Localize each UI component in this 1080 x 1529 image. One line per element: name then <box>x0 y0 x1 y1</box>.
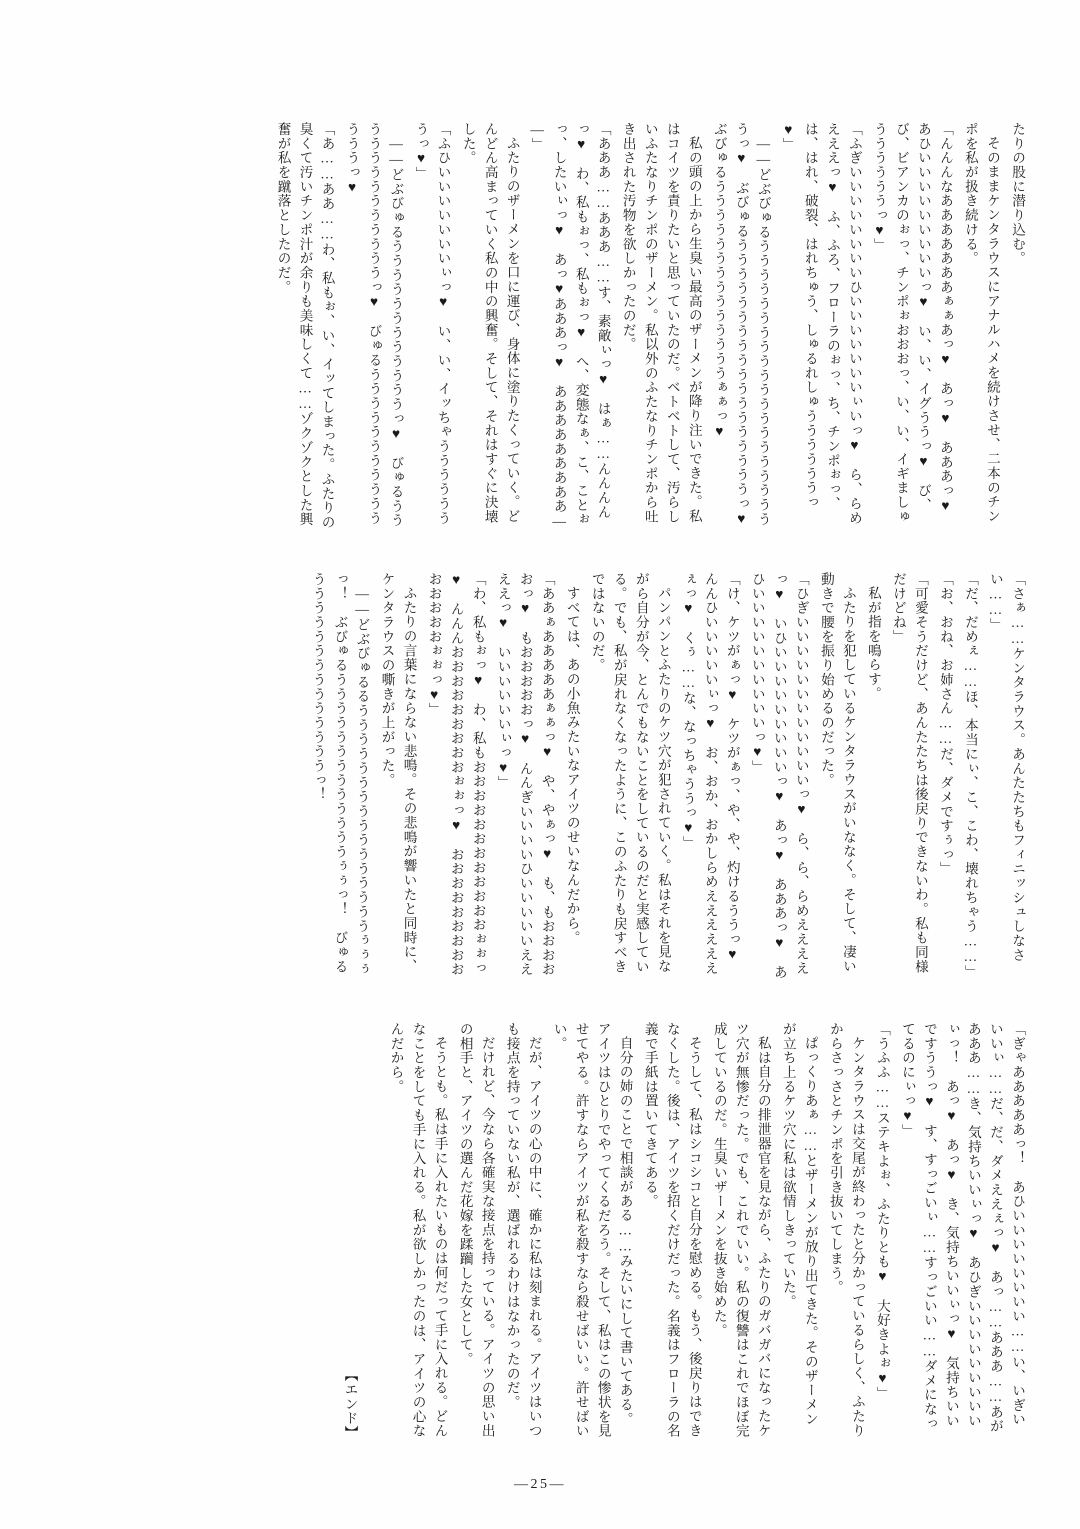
text-block-1 <box>268 122 1028 541</box>
paragraph: 「だ、だめぇ……ほ、本当にぃ、こ、こわ、壊れちゃう……」 <box>962 572 978 980</box>
paragraph: 私が指を鳴らす。 <box>865 585 881 701</box>
paragraph: たりの股に潜り込む。 <box>1010 122 1025 266</box>
paragraph: 「ぎゃあああああっ！ あひいいいいいいいい……い、いぎいいいぃ……だ、だ、ダメええぇっ♥ あっ……あああ……あがあああ……き、気持ちいいぃっ♥ あひぎいいいいいいいいいぃっ！ あっ♥ あっ♥ き、気持ちいいぃっ♥ 気持ちいいですううっ♥ す、すっごいぃ……すっごいい……ダメになってるのにぃっ♥」 <box>899 1022 1025 1434</box>
paragraph: ――どぶびゅるるううううううううううううううううぅぅぅっ！ ぶびゅるうううううううううううううぅぅっ！ びゅるううううううううううううううっ！ <box>310 572 370 976</box>
paragraph: ふたりのザーメンを口に運び、身体に塗りたくっていく。どんどん高まっていく私の中の興奮。そして、それはすぐに決壊した。 <box>460 122 520 524</box>
paragraph: 「あああ……あああ……す、素敵ぃっ♥ はぁ……んんんんっ♥ わ、私もぉっ、私もぉっ♥ へ、変態なぁ、こ、ことぉっ、したいぃっ♥ あっ♥あああっ♥ あああああああああ――」 <box>529 122 611 530</box>
paragraph: そうして、私はシコシコと自分を慰める。もう、後戻りはできなくした。後は、アイツを招くだけだった。名義はフローラの名義で手紙は置いてきてある。 <box>642 1022 702 1439</box>
paragraph: 「ああぁあああああぁぁっ♥ や、やぁっ♥ も、もおおおおおっ♥ もおおおおおっ♥ んんぎいいいいひいいいいいええええっ♥ いいいいいいぃっ♥」 <box>495 572 555 977</box>
paragraph: ケンタラウスは交尾が終わったと分かっているらしく、ふたりからさっさとチンポを引き抜いてしまう。 <box>827 1022 865 1438</box>
paragraph: パンパンとふたりのケツ穴が犯されていく。私はそれを見ながら自分が今、とんでもないことをしているのだと実感している。でも、私が戻れなくなったように、このふたりも戻すべきではないのだ。 <box>589 572 671 974</box>
paragraph: そのままケンタラウスにアナルハメを続けさせ、二本のチンポを私が扱き続ける。 <box>962 122 1000 523</box>
paragraph: そうとも。私は手に入れたいものは何だって手に入れる。どんなことをしても手に入れる。私が欲しかったのは、アイツの心なんだから。 <box>388 1022 448 1439</box>
text-block-2 <box>304 572 1028 982</box>
paragraph: すべては、あの小魚みたいなアイツのせいなんだから。 <box>564 585 580 945</box>
paragraph: だけれど、今なら各確実な接点を持っている。アイツの思い出の相手と、アイツの選んだ花嫁を蹂躏した女として。 <box>457 1022 495 1438</box>
paragraph: 「お、おね、お姉さん……だ、ダメですぅっ」 <box>937 572 953 877</box>
paragraph: 「んんんなあああああああぁぁあっ♥ あっ♥ あああっ♥ あひいいいいいいいいいっ♥ い、い、イグううっ♥ び、び、ビアンカのぉっ、チンポぉおおおっ、い、い、イギましゅううううううっ♥」 <box>871 122 953 528</box>
paragraph: 「ふぎいいいいいいいいひいいいいいいいぃいっ♥ ら、らめえええっ♥ ふ、ふろ、フローラのぉっ、ち、チンポぉっ、は、はれ、破裂、はれちゅう、しゅるれしゅううううううっ♥」 <box>780 122 862 526</box>
paragraph: 「あ……ああ……わ、私もぉ、い、イッてしまった。ふたりの臭くて汚いチンポ汁が余りも美味しくて……ゾクゾクとした興奮が私を蹴落としたのだ。 <box>275 122 335 530</box>
paragraph: ふたりの言葉にならない悲鳴。その悲鳴が響いたと同時に、ケンタラウスの嘶きが上がった。 <box>379 572 417 973</box>
paragraph: ――どぶびゅるううううううううううううっ♥ びゅるうううううううううううううっ♥ びゅるううううううううううううううっ♥ <box>344 122 404 528</box>
paragraph: ――どぶびゅるうううううううううううううううううううううっ♥ ぶびゅるううううううううううううううううううっ♥ ぶびゅるううううううううううううううぁぁっ♥ <box>711 122 771 541</box>
paragraph: ぱっくりあぁ……とザーメンが放り出てきた。そのザーメンが立ち上るケツ穴に私は欲情しきっていた。 <box>780 1022 818 1426</box>
paragraph: 私の頭の上から生臭い最高のザーメンが降り注いできた。私はコイツを責りたいと思っていたのだ。ベトベトして、汚らしいふたなりチンポのザーメン。私以外のふたなりチンポから吐き出された汚物を欲しかったのだ。 <box>620 122 702 524</box>
paragraph: だが、アイツの心の中に、確かに私は刻まれる。アイツはいつも接点を持っていない私が、選ばれるわけはなかったのだ。 <box>504 1022 542 1438</box>
paragraph: 「わ、私もぉっ♥ わ、私もおおおおおおおおおおおおぉぉっ♥ んんんおおおおおおおおおぉぉっ♥ おおおおおおおおおおおおおおぉぉっ♥」 <box>426 572 486 977</box>
page-number: —25— <box>513 1477 567 1492</box>
paragraph: 自分の姉のことで相談がある……みたいにして書いてある。アイツはひとりでやってくるだろう。そして、私はこの惨状を見せてやる。許すならアイツが私を殺すなら殺せばいい。許せばいい。 <box>551 1022 633 1439</box>
end-marker: 【エンド】 <box>342 1367 358 1440</box>
paragraph: 私は自分の排泄器官を見ながら、ふたりのガバガバになったケツ穴が無惨だった。でも、これでいい。私の復讐はこれでほぼ完成しているのだ。生臭いザーメンを抜き始めた。 <box>711 1022 771 1439</box>
paragraph: 「ひぎいいいいいいいいいいいいっ♥ ら、ら、らめええええっ♥ いひいいいいいいいいいっ♥ あっ♥ あああっ♥ あひいいいいいいいいいいっ♥」 <box>749 572 809 980</box>
paragraph: ふたりを犯しているケンタラウスがいななく。そして、凄い動きで腰を振り始めるのだった。 <box>818 572 856 973</box>
paragraph: 「け、ケツがぁっ♥ ケツがぁっ、や、や、灼けるううっ♥ んんひいいいいいぃっ♥ お、おか、おかしらめええええええぇっ♥ くぅ……な、なっちゃううっ♥」 <box>680 572 740 977</box>
paragraph: 「ふひいいいいいいいぃっ♥ い、い、イッちゃうううううううっ♥」 <box>413 122 451 526</box>
paragraph: 「うふふ……ステキよぉ、ふたりとも♥ 大好きよぉ♥」 <box>874 1022 890 1401</box>
paragraph: 「可愛そうだけど、あんたたちは後戻りできないわ。私も同様だけどね」 <box>890 572 928 974</box>
text-block-3 <box>340 1022 1028 1440</box>
paragraph: 「さぁ……ケンタラウス。あんたたちもフィニッシュしなさい……」 <box>987 572 1025 963</box>
column-gap <box>360 1022 382 1440</box>
